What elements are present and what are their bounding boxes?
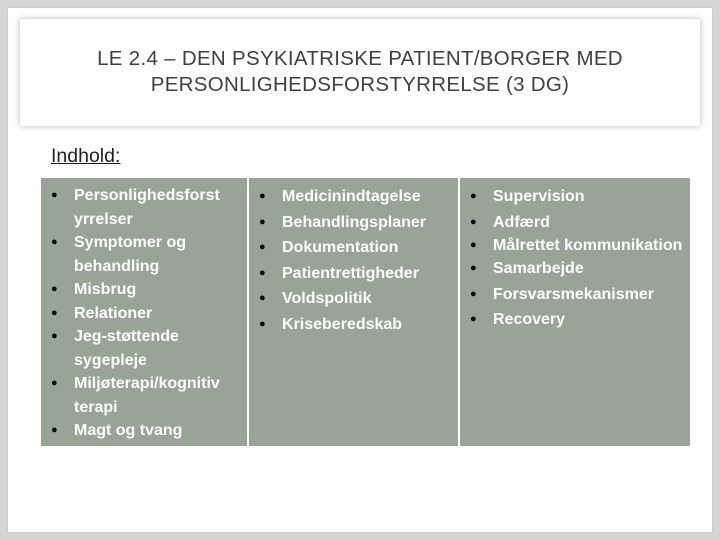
list-item-text: Magt og tvang	[74, 422, 183, 439]
list-item-text: Symptomer og behandling	[74, 234, 187, 275]
list-item-text: Kriseberedskab	[282, 315, 403, 333]
list-item	[253, 286, 454, 312]
list-item-text: Samarbejde	[493, 260, 584, 277]
list-item	[464, 256, 686, 282]
topic-list-2	[253, 184, 454, 337]
list-item	[45, 419, 243, 443]
bullet-icon: ●	[51, 330, 58, 342]
list-item-text: Forsvarsmekanismer	[493, 285, 654, 303]
list-item	[464, 307, 686, 333]
bullet-icon: ●	[470, 239, 477, 251]
content-column-1	[41, 178, 249, 446]
list-item-text: Relationer	[74, 304, 153, 322]
list-item	[45, 325, 243, 372]
bullet-icon: ●	[259, 266, 266, 279]
list-item	[45, 302, 243, 326]
list-item-text: Personlighedsforst yrrelser	[74, 187, 220, 228]
list-item	[45, 278, 243, 302]
content-heading: Indhold:	[51, 145, 121, 167]
list-item-text: Målrettet kommunikation	[493, 237, 683, 254]
bullet-icon: ●	[51, 236, 58, 248]
list-item-text: Voldspolitik	[282, 290, 372, 307]
bullet-icon: ●	[51, 283, 58, 295]
list-item	[464, 235, 686, 256]
bullet-icon: ●	[470, 215, 477, 228]
bullet-icon: ●	[259, 215, 266, 228]
list-item	[253, 312, 454, 338]
slide-title: LE 2.4 – DEN PSYKIATRISKE PATIENT/BORGER MED PERSONLIGHEDSFORSTYRRELSE (3 DG)	[97, 46, 623, 96]
bullet-icon: ●	[51, 306, 58, 319]
list-item-text: Jeg-støttende sygepleje	[74, 328, 179, 369]
list-item-text: Miljøterapi/kognitiv terapi	[74, 375, 220, 416]
list-item-text: Adfærd	[493, 213, 550, 231]
list-item	[253, 184, 454, 210]
bullet-icon: ●	[470, 190, 477, 202]
title-band	[20, 19, 700, 126]
list-item	[253, 235, 454, 261]
content-column-3	[460, 178, 690, 446]
list-item-text: Recovery	[493, 311, 566, 328]
list-item	[45, 231, 243, 278]
list-item	[464, 210, 686, 236]
list-item-text: Dokumentation	[282, 239, 399, 256]
bullet-icon: ●	[259, 292, 266, 304]
topic-list-3	[464, 184, 686, 333]
list-item	[464, 282, 686, 308]
list-item	[45, 372, 243, 419]
list-item	[45, 184, 243, 231]
list-item	[253, 210, 454, 236]
list-item-text: Patientrettigheder	[282, 264, 419, 282]
list-item-text: Supervision	[493, 188, 585, 205]
bullet-icon: ●	[259, 241, 266, 253]
bullet-icon: ●	[259, 317, 266, 330]
list-item	[464, 184, 686, 210]
bullet-icon: ●	[51, 189, 58, 201]
list-item	[253, 261, 454, 287]
bullet-icon: ●	[470, 262, 477, 274]
content-table	[41, 176, 690, 446]
topic-list-1	[45, 184, 243, 443]
bullet-icon: ●	[470, 287, 477, 300]
list-item-text: Misbrug	[74, 281, 137, 298]
content-column-2	[249, 178, 460, 446]
list-item-text: Behandlingsplaner	[282, 213, 427, 231]
bullet-icon: ●	[470, 313, 477, 325]
bullet-icon: ●	[51, 377, 58, 389]
list-item-text: Medicinindtagelse	[282, 188, 421, 205]
bullet-icon: ●	[259, 190, 266, 202]
bullet-icon: ●	[51, 424, 58, 436]
